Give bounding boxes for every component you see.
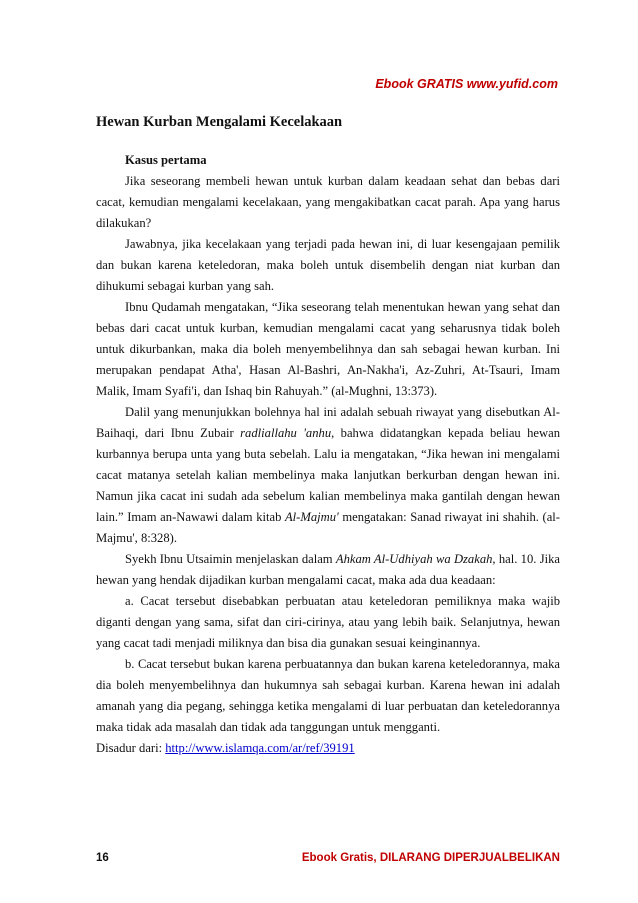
utsaimin-italic: Ahkam Al-Udhiyah wa Dzakah bbox=[335, 552, 493, 566]
case-subheading: Kasus pertama bbox=[125, 153, 207, 167]
utsaimin-text-1: Syekh Ibnu Utsaimin menjelaskan dalam bbox=[125, 552, 336, 566]
source-line bbox=[96, 738, 560, 759]
dalil-text-1: Dalil yang menunjukkan bolehnya hal ini adalah sebuah riwayat yang disebutkan Al-Baihaqi, dari Ibnu Zubair bbox=[96, 405, 560, 440]
page-title: Hewan Kurban Mengalami Kecelakaan bbox=[96, 114, 343, 130]
paragraph-answer: Jawabnya, jika kecelakaan yang terjadi pada hewan ini, di luar kesengajaan pemilik dan bukan karena keteledoran, maka boleh untuk disembelih dengan niat kurban dan dihukumi sebagai kurban yang sah. bbox=[96, 237, 560, 293]
footer-notice: Ebook Gratis, DILARANG DIPERJUALBELIKAN bbox=[301, 852, 560, 864]
dalil-italic-2: Al-Majmu' bbox=[284, 510, 339, 524]
paragraph-ibnu-qudamah: Ibnu Qudamah mengatakan, “Jika seseorang telah menentukan hewan yang sehat dan bebas dari cacat untuk kurban, kemudian mengalami cacat yang seharusnya tidak boleh untuk dikurbankan, maka dia boleh menyembelihnya dan sah sebagai hewan kurban. Ini merupakan pendapat Atha', Hasan Al-Bashri, An-Nakha'i, Az-Zuhri, At-Tsauri, Imam Malik, Imam Syafi'i, dan Ishaq bin Rahuyah.” (al-Mughni, 13:373). bbox=[96, 300, 560, 398]
source-link[interactable]: http://www.islamqa.com/ar/ref/39191 bbox=[165, 741, 355, 755]
list-item-a: a. Cacat tersebut disebabkan perbuatan atau keteledoran pemiliknya maka wajib diganti dengan yang sama, sifat dan ciri-cirinya, atau yang lebih baik. Selanjutnya, hewan yang cacat tadi menjadi miliknya dan bisa dia gunakan sesuai keinginannya. bbox=[96, 594, 560, 650]
list-item-b: b. Cacat tersebut bukan karena perbuatannya dan bukan karena keteledorannya, maka dia boleh menyembelihnya dan hukumnya sah sebagai kurban. Karena hewan ini adalah amanah yang dia pegang, sehingga ketika mengalami di luar perbuatan dan keteledorannya maka tidak ada masalah dan tidak ada tanggungan untuk mengganti. bbox=[96, 657, 560, 734]
dalil-text-2: , bahwa didatangkan kepada beliau hewan kurbannya berupa unta yang buta sebelah. Lalu ia mengatakan, “Jika hewan ini mengalami cacat matanya setelah kalian membelinya maka lanjutkan berkurban dengan hewan ini. Namun jika cacat ini sudah ada sebelum kalian membelinya maka gantilah dengan hewan lain.” Imam an-Nawawi dalam kitab bbox=[96, 426, 560, 524]
page-header: Ebook GRATIS www.yufid.com bbox=[375, 77, 558, 91]
paragraph-utsaimin bbox=[96, 549, 560, 591]
page-number: 16 bbox=[96, 852, 109, 864]
paragraph-question: Jika seseorang membeli hewan untuk kurban dalam keadaan sehat dan bebas dari cacat, kemudian mengalami kecelakaan, yang mengakibatkan cacat parah. Apa yang harus dilakukan? bbox=[96, 174, 560, 230]
source-label: Disadur dari: bbox=[96, 741, 166, 755]
dalil-text-3: mengatakan: Sanad riwayat ini shahih. (al-Majmu', 8:328). bbox=[96, 510, 560, 545]
paragraph-dalil bbox=[96, 402, 560, 549]
dalil-italic-1: radliallahu 'anhu bbox=[240, 426, 332, 440]
article-body bbox=[96, 150, 560, 759]
utsaimin-text-2: , hal. 10. Jika hewan yang hendak dijadikan kurban mengalami cacat, maka ada dua keadaan: bbox=[96, 552, 560, 587]
